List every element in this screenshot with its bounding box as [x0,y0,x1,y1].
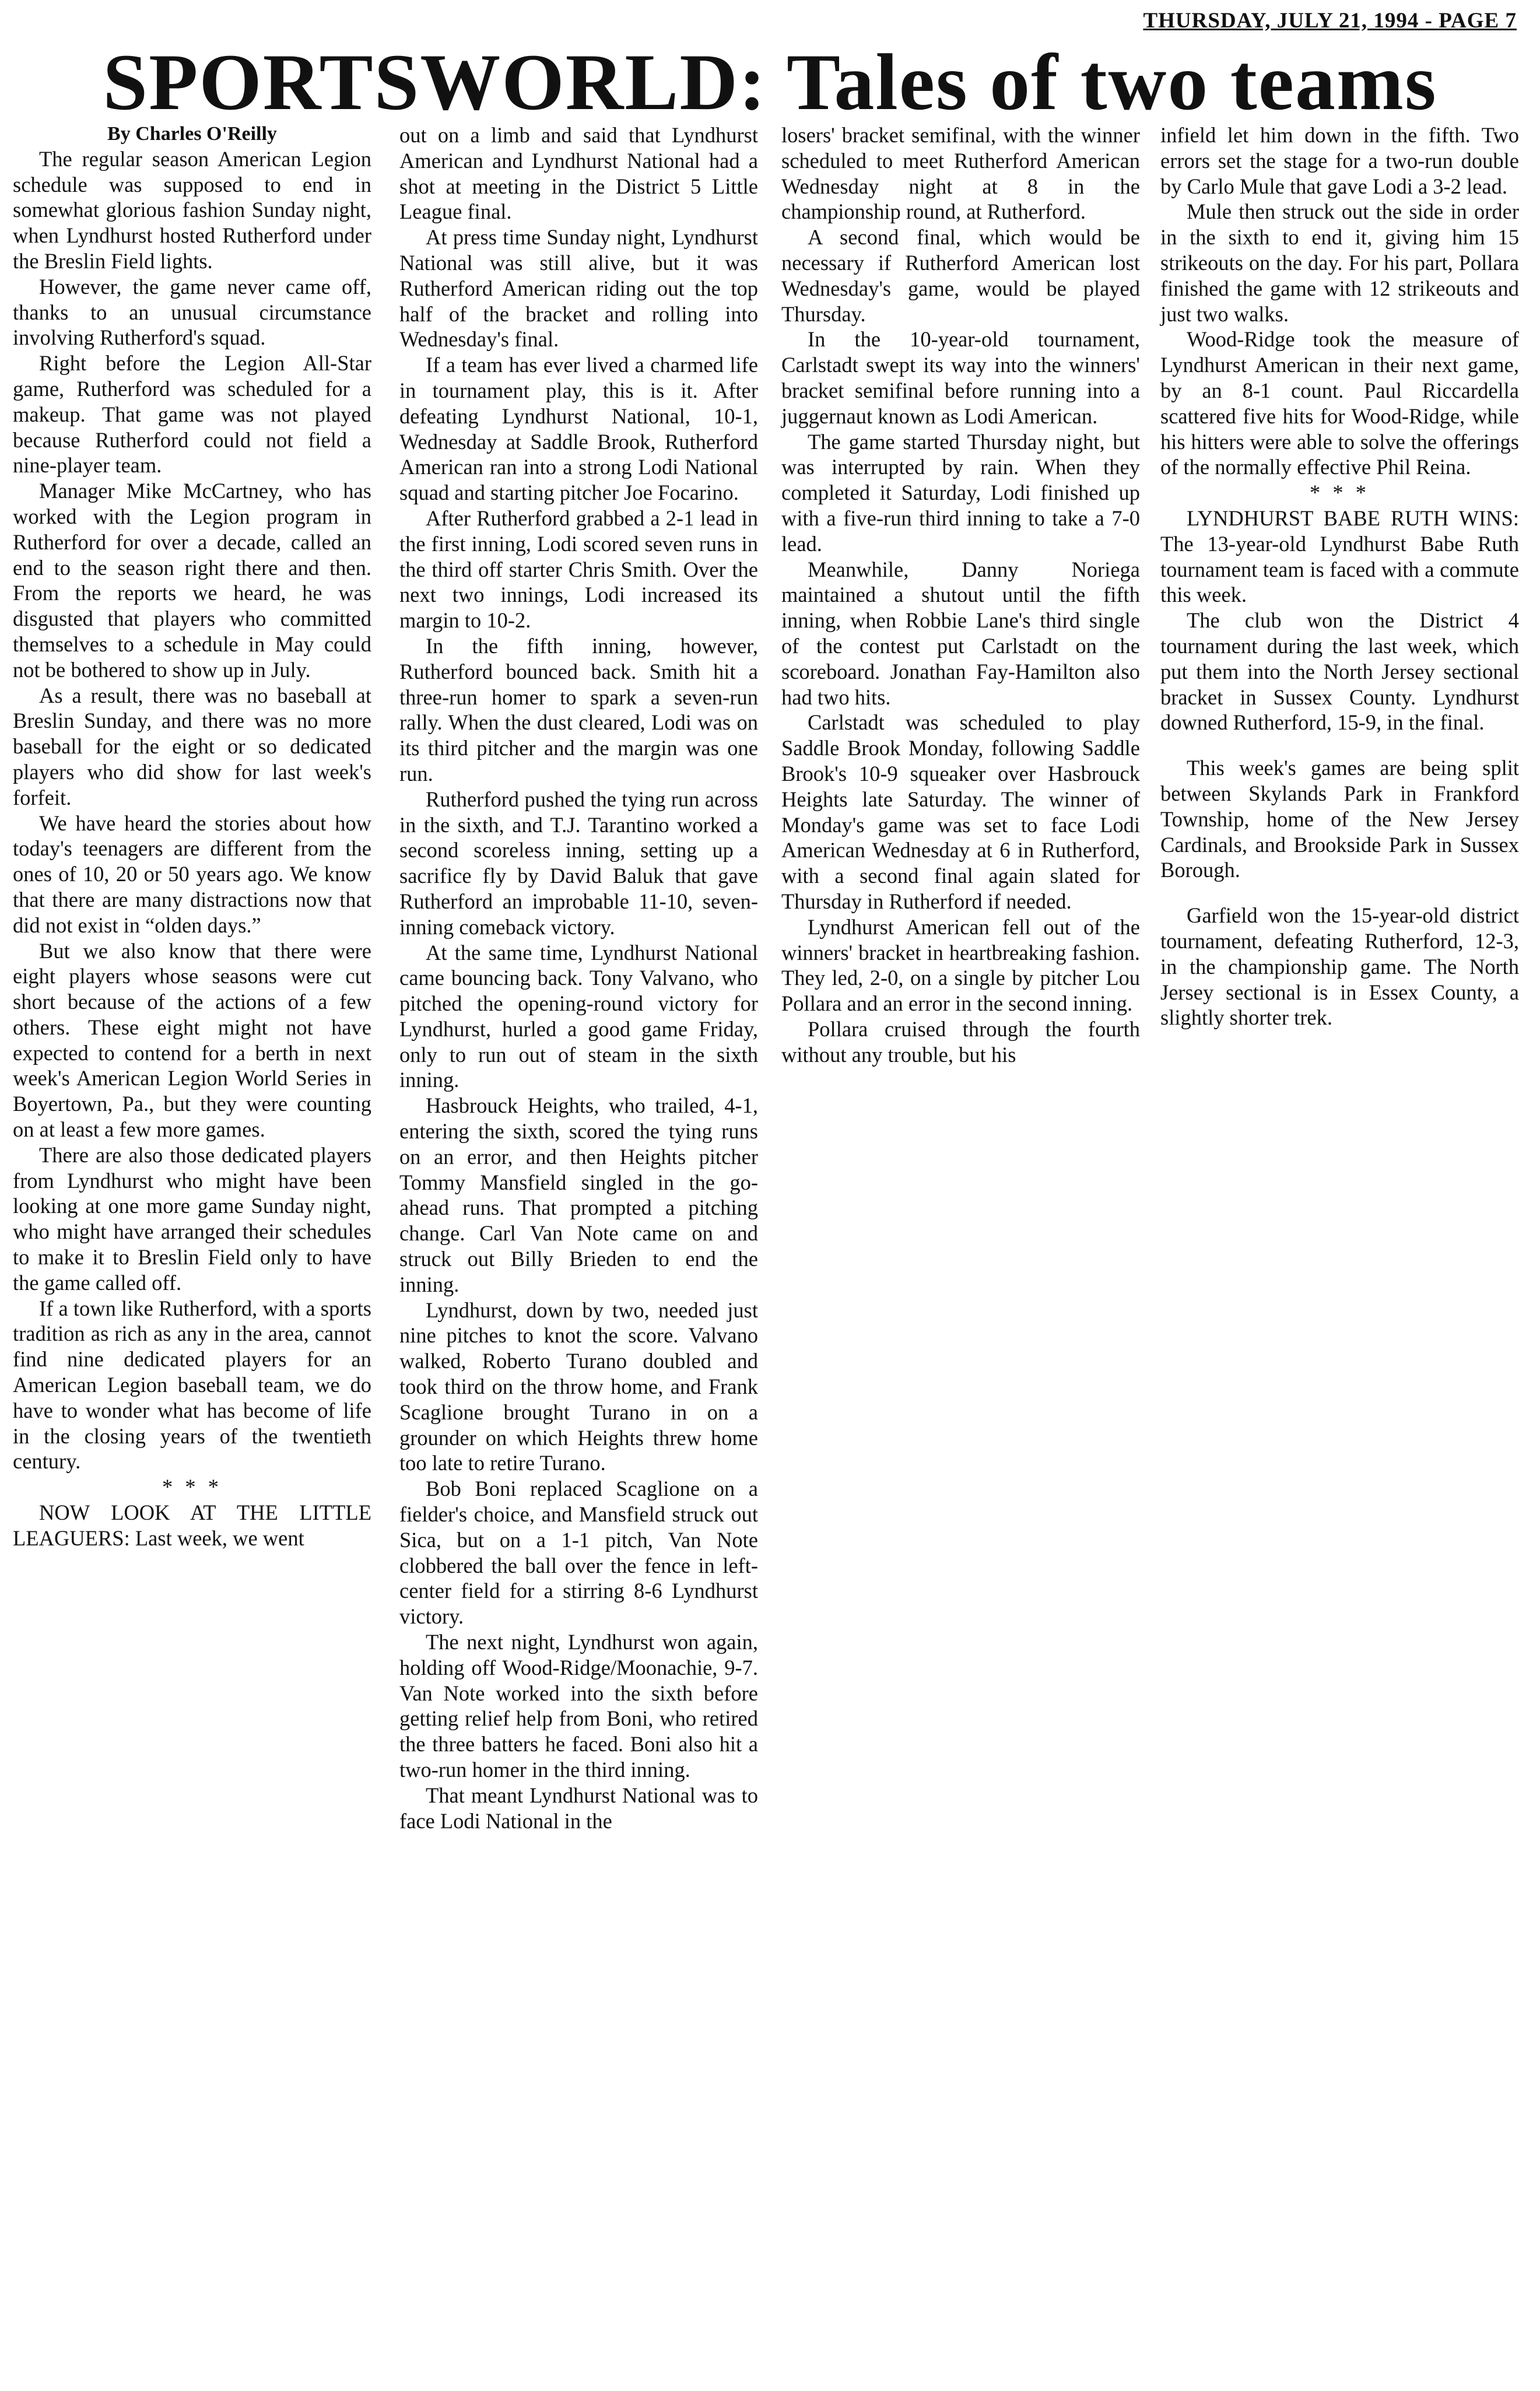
paragraph: This week's games are being split between Skylands Park in Frankford Township, home of the New Jersey Cardinals, and Brookside Park in Sussex Borough. [1160,756,1519,882]
section-divider: * * * [1310,481,1370,505]
paragraph: Manager Mike McCartney, who has worked with the Legion program in Rutherford for over a decade, called an end to the season right there and then. From the reports we heard, he was disgusted that players who committed themselves to a schedule in May could not be bothered to show up in July. [13,479,371,682]
section-divider: * * * [162,1475,222,1499]
paragraph: LYNDHURST BABE RUTH WINS: The 13-year-old Lyndhurst Babe Ruth tournament team is faced with a commute this week. [1160,506,1519,607]
byline: By Charles O'Reilly [107,123,277,145]
paragraph: Rutherford pushed the tying run across in the sixth, and T.J. Tarantino worked a second scoreless inning, setting up a sacrifice fly by David Baluk that gave Rutherford an improbable 11-10, seven-inning comeback victory. [399,787,758,939]
paragraph: After Rutherford grabbed a 2-1 lead in the first inning, Lodi scored seven runs in the third off starter Chris Smith. Over the next two innings, Lodi increased its margin to 10-2. [399,506,758,633]
article-column-4 [1160,122,1519,1030]
paragraph: That meant Lyndhurst National was to face Lodi National in the [399,1783,758,1833]
paragraph: Bob Boni replaced Scaglione on a fielder's choice, and Mansfield struck out Sica, but on a 1-1 pitch, Van Note clobbered the ball over the fence in left-center field for a stirring 8-6 Lyndhurst victory. [399,1477,758,1629]
paragraph: But we also know that there were eight players whose seasons were cut short because of the actions of a few others. These eight might not have expected to contend for a berth in next week's American Legion World Series in Boyertown, Pa., but they were counting on at least a few more games. [13,938,371,1142]
article-column-1 [13,122,371,1551]
paragraph: In the fifth inning, however, Rutherford bounced back. Smith hit a three-run homer to spark a seven-run rally. When the dust cleared, Lodi was on its third pitcher and the margin was one run. [399,633,758,786]
paragraph: Pollara cruised through the fourth without any trouble, but his [781,1016,1140,1067]
paragraph: The regular season American Legion schedule was supposed to end in somewhat glorious fashion Sunday night, when Lyndhurst hosted Rutherford under the Breslin Field lights. [13,146,371,273]
article-column-3 [781,122,1140,1067]
paragraph: At press time Sunday night, Lyndhurst National was still alive, but it was Rutherford American riding out the top half of the bracket and rolling into Wednesday's final. [399,225,758,352]
paragraph: Mule then struck out the side in order in the sixth to end it, giving him 15 strikeouts on the day. For his part, Pollara finished the game with 12 strikeouts and just two walks. [1160,199,1519,326]
dateline: THURSDAY, JULY 21, 1994 - PAGE 7 [1143,9,1517,33]
paragraph: NOW LOOK AT THE LITTLE LEAGUERS: Last week, we went [13,1500,371,1550]
paragraph: As a result, there was no baseball at Breslin Sunday, and there was no more baseball for the eight or so dedicated players who did show for last week's forfeit. [13,683,371,809]
paragraph: Wood-Ridge took the measure of Lyndhurst American in their next game, by an 8-1 count. Paul Riccardella scattered five hits for Wood-Ridge, while his hitters were able to solve the offerings of the normally effective Phil Reina. [1160,327,1519,479]
paragraph: We have heard the stories about how today's teenagers are different from the ones of 10, 20 or 50 years ago. We know that there are many distractions now that did not exist in “olden days.” [13,811,371,937]
paragraph: However, the game never came off, thanks to an unusual circumstance involving Rutherford's squad. [13,274,371,350]
paragraph: If a team has ever lived a charmed life in tournament play, this is it. After defeating Lyndhurst National, 10-1, Wednesday at Saddle Brook, Rutherford American ran into a strong Lodi National squad and starting pitcher Joe Focarino. [399,353,758,505]
article-column-2 [399,122,758,1833]
paragraph: Right before the Legion All-Star game, Rutherford was scheduled for a makeup. That game was not played because Rutherford could not field a nine-player team. [13,351,371,478]
paragraph: Carlstadt was scheduled to play Saddle Brook Monday, following Saddle Brook's 10-9 squeaker over Hasbrouck Heights late Saturday. The winner of Monday's game was set to face Lodi American Wednesday at 6 in Rutherford, with a second final again slated for Thursday in Rutherford if needed. [781,710,1140,913]
paragraph: The next night, Lyndhurst won again, holding off Wood-Ridge/Moonachie, 9-7. Van Note worked into the sixth before getting relief help from Boni, who retired the three batters he faced. Boni also hit a two-run homer in the third inning. [399,1630,758,1782]
paragraph: Meanwhile, Danny Noriega maintained a shutout until the fifth inning, when Robbie Lane's third single of the contest put Carlstadt on the scoreboard. Jonathan Fay-Hamilton also had two hits. [781,557,1140,709]
paragraph: The game started Thursday night, but was interrupted by rain. When they completed it Saturday, Lodi finished up with a five-run third inning to take a 7-0 lead. [781,429,1140,556]
paragraph: out on a limb and said that Lyndhurst American and Lyndhurst National had a shot at meeting in the District 5 Little League final. [399,123,758,224]
paragraph: Hasbrouck Heights, who trailed, 4-1, entering the sixth, scored the tying runs on an error, and then Heights pitcher Tommy Mansfield singled in the go-ahead runs. That prompted a pitching change. Carl Van Note came on and struck out Billy Brieden to end the inning. [399,1093,758,1296]
paragraph: A second final, which would be necessary if Rutherford American lost Wednesday's game, would be played Thursday. [781,225,1140,326]
paragraph: Garfield won the 15-year-old district tournament, defeating Rutherford, 12-3, in the championship game. The North Jersey sectional is in Essex County, a slightly shorter trek. [1160,903,1519,1030]
paragraph: Lyndhurst, down by two, needed just nine pitches to knot the score. Valvano walked, Roberto Turano doubled and took third on the throw home, and Frank Scaglione brought Turano in on a grounder on which Heights threw home too late to retire Turano. [399,1298,758,1475]
paragraph: losers' bracket semifinal, with the winner scheduled to meet Rutherford American Wednesday night at 8 in the championship round, at Rutherford. [781,123,1140,224]
paragraph: Lyndhurst American fell out of the winners' bracket in heartbreaking fashion. They led, 2-0, on a single by pitcher Lou Pollara and an error in the second inning. [781,914,1140,1016]
headline: SPORTSWORLD: Tales of two teams [103,37,1437,127]
paragraph: If a town like Rutherford, with a sports tradition as rich as any in the area, cannot find nine dedicated players for an American Legion baseball team, we do have to wonder what has become of life in the closing years of the twentieth century. [13,1296,371,1474]
paragraph: There are also those dedicated players from Lyndhurst who might have been looking at one more game Sunday night, who might have arranged their schedules to make it to Breslin Field only to have the game called off. [13,1142,371,1295]
paragraph: In the 10-year-old tournament, Carlstadt swept its way into the winners' bracket semifinal before running into a juggernaut known as Lodi American. [781,327,1140,428]
paragraph: The club won the District 4 tournament during the last week, which put them into the North Jersey sectional bracket in Sussex County. Lyndhurst downed Rutherford, 15-9, in the final. [1160,608,1519,735]
paragraph: At the same time, Lyndhurst National came bouncing back. Tony Valvano, who pitched the opening-round victory for Lyndhurst, hurled a good game Friday, only to run out of steam in the sixth inning. [399,940,758,1092]
paragraph: infield let him down in the fifth. Two errors set the stage for a two-run double by Carlo Mule that gave Lodi a 3-2 lead. [1160,123,1519,198]
